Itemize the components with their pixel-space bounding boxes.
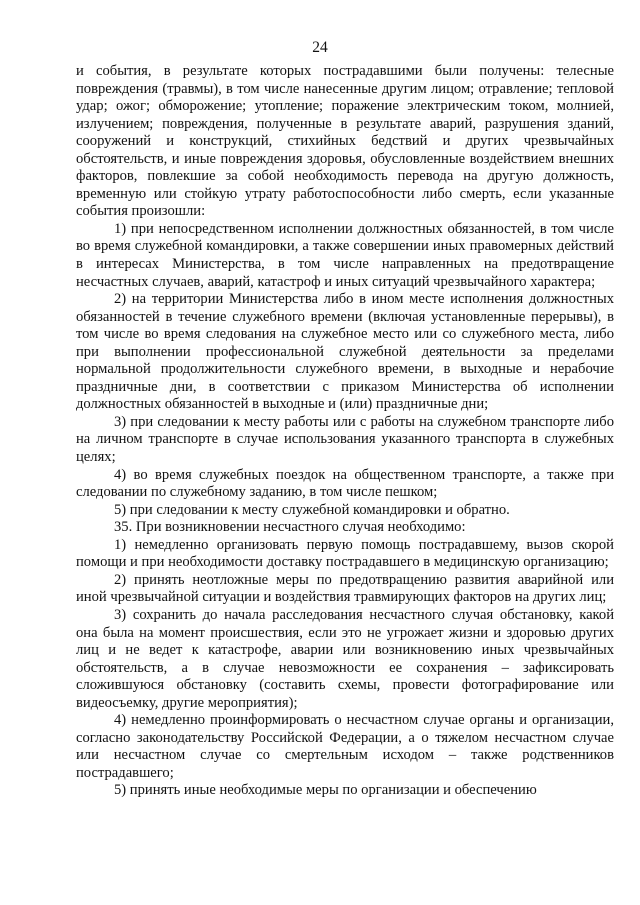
- paragraph-action-1: 1) немедленно организовать первую помощь пострадавшему, вызов скорой помощи и при необходимости доставку пострадавшего в медицинскую организацию;: [76, 536, 614, 571]
- paragraph-item-1: 1) при непосредственном исполнении должностных обязанностей, в том числе во время служебной командировки, а также совершении иных правомерных действий в интересах Министерства, в том числе направленных на предотвращение несчастных случаев, аварий, катастроф и иных ситуаций чрезвычайного характера;: [76, 220, 614, 290]
- paragraph-item-4: 4) во время служебных поездок на общественном транспорте, а также при следовании по служебному заданию, в том числе пешком;: [76, 466, 614, 501]
- paragraph-action-3: 3) сохранить до начала расследования несчастного случая обстановку, какой она была на момент происшествия, если это не угрожает жизни и здоровью других лиц и не ведет к катастрофе, аварии или возникновению иных чрезвычайных обстоятельств, а в случае невозможности ее сохранения – зафиксировать сложившуюся обстановку (составить схемы, провести фотографирование или видеосъемку, другие мероприятия);: [76, 606, 614, 711]
- paragraph-continuation: и события, в результате которых пострадавшими были получены: телесные повреждения (травмы), в том числе нанесенные другим лицом; отравление; тепловой удар; ожог; обморожение; утопление; поражение электрическим током, молнией, излучением; повреждения, полученные в результате аварий, разрушения зданий, сооружений и конструкций, стихийных бедствий и других чрезвычайных обстоятельств, и иные повреждения здоровья, обусловленные воздействием внешних факторов, повлекшие за собой необходимость перевода на другую должность, временную или стойкую утрату работоспособности либо смерть, если указанные события произошли:: [76, 63, 614, 220]
- paragraph-action-2: 2) принять неотложные меры по предотвращению развития аварийной или иной чрезвычайной ситуации и воздействия травмирующих факторов на других лиц;: [76, 571, 614, 606]
- paragraph-action-4: 4) немедленно проинформировать о несчастном случае органы и организации, согласно законодательству Российской Федерации, а о тяжелом несчастном случае или несчастном случае со смертельным исходом – также родственников пострадавшего;: [76, 712, 614, 781]
- paragraph-item-3: 3) при следовании к месту работы или с работы на служебном транспорте либо на личном транспорте в случае использования указанного транспорта в служебных целях;: [76, 413, 614, 466]
- paragraph-item-5: 5) при следовании к месту служебной командировки и обратно.: [114, 501, 510, 518]
- paragraph-section-35: 35. При возникновении несчастного случая необходимо:: [114, 519, 466, 536]
- paragraph-action-5: 5) принять иные необходимые меры по организации и обеспечению: [114, 782, 537, 799]
- page-number: 24: [312, 39, 328, 56]
- document-body: [76, 63, 614, 800]
- paragraph-item-2: 2) на территории Министерства либо в ином месте исполнения должностных обязанностей в течение служебного времени (включая установленные перерывы), в том числе во время следования на служебное место или со служебного места, либо при выполнении профессиональной служебной деятельности за пределами нормальной продолжительности служебного времени, в выходные и нерабочие праздничные дни, в соответствии с приказом Министерства об исполнении должностных обязанностей в выходные и (или) праздничные дни;: [76, 291, 614, 413]
